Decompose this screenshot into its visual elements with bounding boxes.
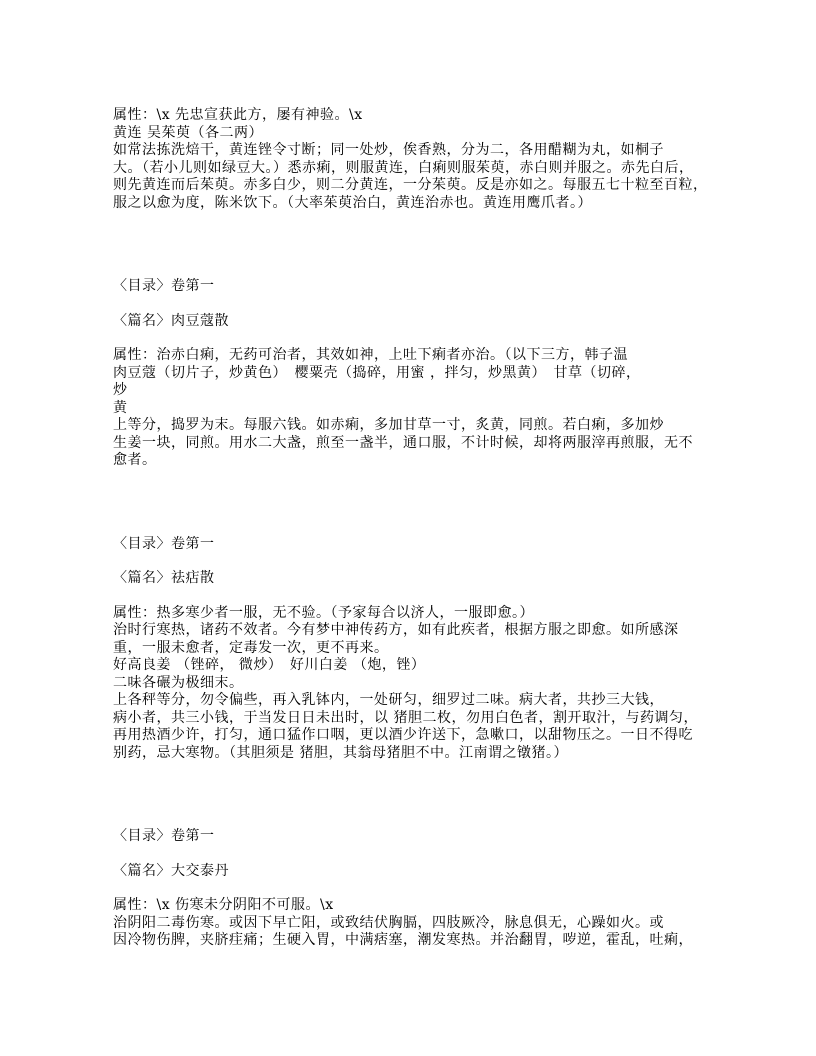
text-line: 属性：治赤白痢，无药可治者，其效如神，上吐下痢者亦治。（以下三方，韩子温	[113, 347, 628, 363]
text-line: 服之以愈为度，陈米饮下。（大率茱萸治白，黄连治赤也。黄连用鹰爪者。）	[113, 194, 592, 211]
catalog-heading: 〈目录〉卷第一	[113, 278, 215, 294]
section-title: 〈篇名〉肉豆蔻散	[113, 312, 229, 329]
catalog-heading: 〈目录〉卷第一	[113, 535, 215, 552]
text-line: 肉豆蔻（切片子，炒黄色） 樱粟壳（捣碎，用蜜 ，拌匀，炒黑黄） 甘草（切碎，	[113, 364, 641, 381]
text-line: 上各秤等分，勿令偏些，再入乳钵内，一处研匀，细罗过二味。病大者，共抄三大钱，	[113, 692, 664, 708]
text-line: 黄连 吴茱萸（各二两）	[113, 124, 263, 141]
text-line: 重，一服未愈者，定毒发一次，更不再来。	[113, 639, 389, 656]
text-line: 生姜一块，同煎。用水二大盏，煎至一盏半，通口服，不计时候，却将两服滓再煎服，无不	[113, 434, 693, 451]
text-line: 因冷物伤脾，夹脐疰痛；生硬入胃，中满痞塞，潮发寒热。并治翻胃，哕逆，霍乱，吐痢，	[113, 932, 693, 948]
section-title: 〈篇名〉大交泰丹	[113, 862, 229, 879]
text-line: 上等分，捣罗为末。每服六钱。如赤痢，多加甘草一寸，炙黄，同煎。若白痢，多加炒	[113, 417, 664, 433]
text-line: 愈者。	[113, 452, 157, 468]
text-line: 病小者，共三小钱，于当发日日未出时，以 猪胆二枚，勿用白色者，割开取汁，与药调匀，	[113, 709, 698, 726]
text-line: 属性：\x 伤寒未分阴阳不可服。\x	[113, 897, 334, 913]
text-line: 二味各碾为极细末。	[113, 674, 244, 691]
text-line: 黄	[113, 399, 128, 416]
text-line: 再用热酒少许，打匀，通口猛作口咽，更以酒少许送下，急嗽口，以甜物压之。一日不得吃	[113, 727, 693, 743]
text-line: 治阴阳二毒伤寒。或因下早亡阳，或致结伏胸膈，四肢厥冷，脉息俱无，心躁如火。或	[113, 914, 664, 931]
text-line: 属性：\x 先忠宣获此方，屡有神验。\x	[113, 107, 363, 123]
formula-entry	[113, 278, 709, 470]
section-title: 〈篇名〉祛痁散	[113, 570, 215, 586]
formula-entry	[113, 107, 709, 212]
text-line: 大。（若小儿则如绿豆大。）悉赤痢，则服黄连，白痢则服茱萸，赤白则并服之。赤先白后，	[113, 159, 694, 176]
text-block	[113, 107, 709, 950]
text-line: 别药，忌大寒物。（其胆须是 猪胆，其翁母猪胆不中。江南谓之镦猪。）	[113, 744, 568, 761]
text-line: 则先黄连而后茱萸。赤多白少，则二分黄连，一分茱萸。反是亦如之。每服五七十粒至百粒，	[113, 177, 708, 193]
text-line: 如常法拣洗焙干，黄连锉令寸断；同一处炒，俟香熟，分为二，各用醋糊为丸，如桐子	[113, 142, 664, 158]
catalog-heading: 〈目录〉卷第一	[113, 828, 215, 844]
formula-entry	[113, 828, 709, 950]
text-line: 好高良姜 （锉碎， 微炒） 好川白姜 （炮，锉）	[113, 657, 426, 673]
text-line: 治时行寒热，诸药不效者。今有梦中神传药方，如有此疾者，根据方服之即愈。如所感深	[113, 622, 679, 638]
text-line: 炒	[113, 382, 128, 398]
text-line: 属性：热多寒少者一服，无不验。（予家每合以济人，一服即愈。）	[113, 604, 534, 621]
formula-entry	[113, 536, 709, 763]
